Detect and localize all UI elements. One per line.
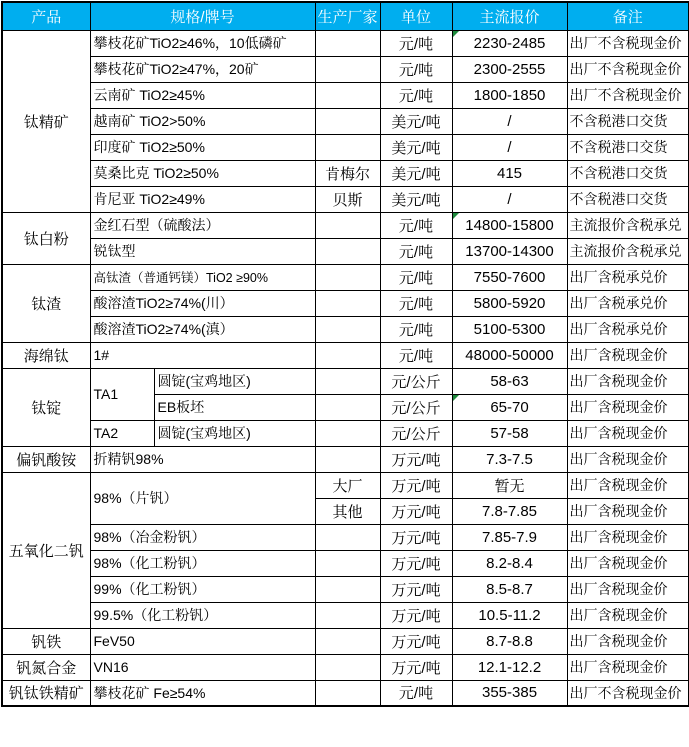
grade-cell: TA1 (90, 368, 154, 420)
product-cell: 钒铁 (2, 628, 90, 654)
spec-cell: 98%（冶金粉钒） (90, 524, 315, 550)
note-cell: 出厂含税现金价 (567, 498, 689, 524)
form-cell: 圆锭(宝鸡地区) (154, 368, 315, 394)
price-cell: 2300-2555 (452, 56, 567, 82)
unit-cell: 元/公斤 (380, 394, 452, 420)
form-cell: EB板坯 (154, 394, 315, 420)
manufacturer-cell (315, 576, 380, 602)
note-cell: 出厂含税现金价 (567, 342, 689, 368)
price-cell: 1800-1850 (452, 82, 567, 108)
price-cell: 暂无 (452, 472, 567, 498)
table-row (2, 186, 689, 212)
spec-cell: 攀枝花矿TiO2≥46%，10低磷矿 (90, 30, 315, 56)
spec-cell: VN16 (90, 654, 315, 680)
spec-cell: 99%（化工粉钒） (90, 576, 315, 602)
manufacturer-cell: 其他 (315, 498, 380, 524)
table-row (2, 316, 689, 342)
manufacturer-cell (315, 602, 380, 628)
unit-cell: 元/吨 (380, 342, 452, 368)
note-cell: 出厂含税现金价 (567, 524, 689, 550)
price-cell: / (452, 186, 567, 212)
table-row (2, 602, 689, 628)
spec-cell: 酸溶渣TiO2≥74%(滇） (90, 316, 315, 342)
product-cell: 钒氮合金 (2, 654, 90, 680)
price-cell: 2230-2485 (452, 30, 567, 56)
header-note: 备注 (567, 2, 689, 30)
unit-cell: 元/公斤 (380, 420, 452, 446)
unit-cell: 万元/吨 (380, 654, 452, 680)
product-cell: 偏钒酸铵 (2, 446, 90, 472)
note-cell: 出厂含税承兑价 (567, 290, 689, 316)
price-cell: 355-385 (452, 680, 567, 706)
unit-cell: 万元/吨 (380, 550, 452, 576)
price-cell: 8.2-8.4 (452, 550, 567, 576)
header-spec: 规格/牌号 (90, 2, 315, 30)
manufacturer-cell (315, 368, 380, 394)
spec-cell: 98%（化工粉钒） (90, 550, 315, 576)
price-cell: 7.3-7.5 (452, 446, 567, 472)
manufacturer-cell: 大厂 (315, 472, 380, 498)
table-row (2, 134, 689, 160)
product-cell: 五氧化二钒 (2, 472, 90, 628)
header-product: 产品 (2, 2, 90, 30)
manufacturer-cell (315, 30, 380, 56)
note-cell: 不含税港口交货 (567, 134, 689, 160)
unit-cell: 美元/吨 (380, 134, 452, 160)
table-row (2, 628, 689, 654)
unit-cell: 万元/吨 (380, 498, 452, 524)
price-cell: 10.5-11.2 (452, 602, 567, 628)
unit-cell: 万元/吨 (380, 628, 452, 654)
table-row (2, 368, 689, 394)
note-cell: 出厂含税现金价 (567, 602, 689, 628)
manufacturer-cell (315, 628, 380, 654)
price-cell: 65-70 (452, 394, 567, 420)
manufacturer-cell (315, 550, 380, 576)
spec-cell: 越南矿 TiO2>50% (90, 108, 315, 134)
manufacturer-cell (315, 264, 380, 290)
product-cell: 钛锭 (2, 368, 90, 446)
note-cell: 不含税港口交货 (567, 108, 689, 134)
spec-cell: 1# (90, 342, 315, 368)
spec-cell: 攀枝花矿TiO2≥47%，20矿 (90, 56, 315, 82)
manufacturer-cell (315, 212, 380, 238)
spec-cell: 攀枝花矿 Fe≥54% (90, 680, 315, 706)
header-manufacturer: 生产厂家 (315, 2, 380, 30)
unit-cell: 美元/吨 (380, 160, 452, 186)
unit-cell: 美元/吨 (380, 108, 452, 134)
note-cell: 不含税港口交货 (567, 186, 689, 212)
unit-cell: 万元/吨 (380, 602, 452, 628)
manufacturer-cell (315, 680, 380, 706)
price-cell: 7550-7600 (452, 264, 567, 290)
spec-cell: 云南矿 TiO2≥45% (90, 82, 315, 108)
manufacturer-cell: 肯梅尔 (315, 160, 380, 186)
note-cell: 出厂含税现金价 (567, 368, 689, 394)
price-table (1, 1, 689, 707)
spec-cell: 98%（片钒） (90, 472, 315, 524)
note-cell: 出厂不含税现金价 (567, 56, 689, 82)
unit-cell: 元/公斤 (380, 368, 452, 394)
unit-cell: 元/吨 (380, 238, 452, 264)
manufacturer-cell (315, 524, 380, 550)
note-cell: 出厂含税现金价 (567, 576, 689, 602)
price-cell: 57-58 (452, 420, 567, 446)
manufacturer-cell (315, 108, 380, 134)
manufacturer-cell (315, 420, 380, 446)
manufacturer-cell (315, 82, 380, 108)
spec-cell: 折精钒98% (90, 446, 315, 472)
price-cell: 13700-14300 (452, 238, 567, 264)
price-cell: 8.5-8.7 (452, 576, 567, 602)
price-cell: 58-63 (452, 368, 567, 394)
manufacturer-cell (315, 342, 380, 368)
price-cell: 7.85-7.9 (452, 524, 567, 550)
manufacturer-cell (315, 290, 380, 316)
table-row (2, 290, 689, 316)
product-cell: 钛精矿 (2, 30, 90, 212)
manufacturer-cell (315, 56, 380, 82)
product-cell: 钛白粉 (2, 212, 90, 264)
product-cell: 海绵钛 (2, 342, 90, 368)
table-row (2, 238, 689, 264)
form-cell: 圆锭(宝鸡地区) (154, 420, 315, 446)
manufacturer-cell (315, 238, 380, 264)
unit-cell: 元/吨 (380, 316, 452, 342)
note-cell: 出厂含税现金价 (567, 446, 689, 472)
manufacturer-cell: 贝斯 (315, 186, 380, 212)
note-cell: 出厂含税现金价 (567, 550, 689, 576)
note-cell: 出厂不含税现金价 (567, 30, 689, 56)
unit-cell: 万元/吨 (380, 524, 452, 550)
product-cell: 钛渣 (2, 264, 90, 342)
table-row (2, 108, 689, 134)
table-row (2, 420, 689, 446)
header-price: 主流报价 (452, 2, 567, 30)
manufacturer-cell (315, 394, 380, 420)
spec-cell: 99.5%（化工粉钒） (90, 602, 315, 628)
note-cell: 出厂含税现金价 (567, 472, 689, 498)
unit-cell: 元/吨 (380, 264, 452, 290)
price-cell: 5800-5920 (452, 290, 567, 316)
unit-cell: 元/吨 (380, 30, 452, 56)
note-cell: 出厂含税现金价 (567, 394, 689, 420)
manufacturer-cell (315, 446, 380, 472)
table-row (2, 56, 689, 82)
unit-cell: 元/吨 (380, 290, 452, 316)
note-cell: 出厂不含税现金价 (567, 82, 689, 108)
price-cell: / (452, 134, 567, 160)
manufacturer-cell (315, 654, 380, 680)
manufacturer-cell (315, 316, 380, 342)
note-cell: 主流报价含税承兑 (567, 212, 689, 238)
note-cell: 出厂含税承兑价 (567, 264, 689, 290)
table-row (2, 472, 689, 498)
spec-cell: 印度矿 TiO2≥50% (90, 134, 315, 160)
table-row (2, 654, 689, 680)
spec-cell: 金红石型（硫酸法） (90, 212, 315, 238)
product-cell: 钒钛铁精矿 (2, 680, 90, 706)
note-cell: 出厂含税现金价 (567, 628, 689, 654)
header-unit: 单位 (380, 2, 452, 30)
note-cell: 出厂含税承兑价 (567, 316, 689, 342)
header-row (2, 2, 689, 30)
note-cell: 主流报价含税承兑 (567, 238, 689, 264)
unit-cell: 元/吨 (380, 82, 452, 108)
table-row (2, 680, 689, 706)
table-row (2, 342, 689, 368)
price-cell: / (452, 108, 567, 134)
table-row (2, 446, 689, 472)
table-row (2, 212, 689, 238)
unit-cell: 元/吨 (380, 680, 452, 706)
spec-cell: 锐钛型 (90, 238, 315, 264)
price-cell: 8.7-8.8 (452, 628, 567, 654)
table-row (2, 160, 689, 186)
spec-cell: FeV50 (90, 628, 315, 654)
unit-cell: 万元/吨 (380, 446, 452, 472)
table-row (2, 30, 689, 56)
unit-cell: 万元/吨 (380, 576, 452, 602)
price-cell: 415 (452, 160, 567, 186)
price-cell: 12.1-12.2 (452, 654, 567, 680)
table-row (2, 264, 689, 290)
spec-cell: 酸溶渣TiO2≥74%(川） (90, 290, 315, 316)
price-cell: 7.8-7.85 (452, 498, 567, 524)
note-cell: 不含税港口交货 (567, 160, 689, 186)
unit-cell: 万元/吨 (380, 472, 452, 498)
unit-cell: 元/吨 (380, 212, 452, 238)
table-row (2, 550, 689, 576)
note-cell: 出厂不含税现金价 (567, 680, 689, 706)
spec-cell: 莫桑比克 TiO2≥50% (90, 160, 315, 186)
manufacturer-cell (315, 134, 380, 160)
unit-cell: 美元/吨 (380, 186, 452, 212)
note-cell: 出厂含税现金价 (567, 420, 689, 446)
unit-cell: 元/吨 (380, 56, 452, 82)
table-row (2, 576, 689, 602)
grade-cell: TA2 (90, 420, 154, 446)
price-cell: 14800-15800 (452, 212, 567, 238)
spec-cell: 高钛渣（普通钙镁）TiO2 ≥90% (90, 264, 315, 290)
table-row (2, 524, 689, 550)
note-cell: 出厂含税现金价 (567, 654, 689, 680)
table-row (2, 82, 689, 108)
spec-cell: 肯尼亚 TiO2≥49% (90, 186, 315, 212)
price-cell: 48000-50000 (452, 342, 567, 368)
price-cell: 5100-5300 (452, 316, 567, 342)
